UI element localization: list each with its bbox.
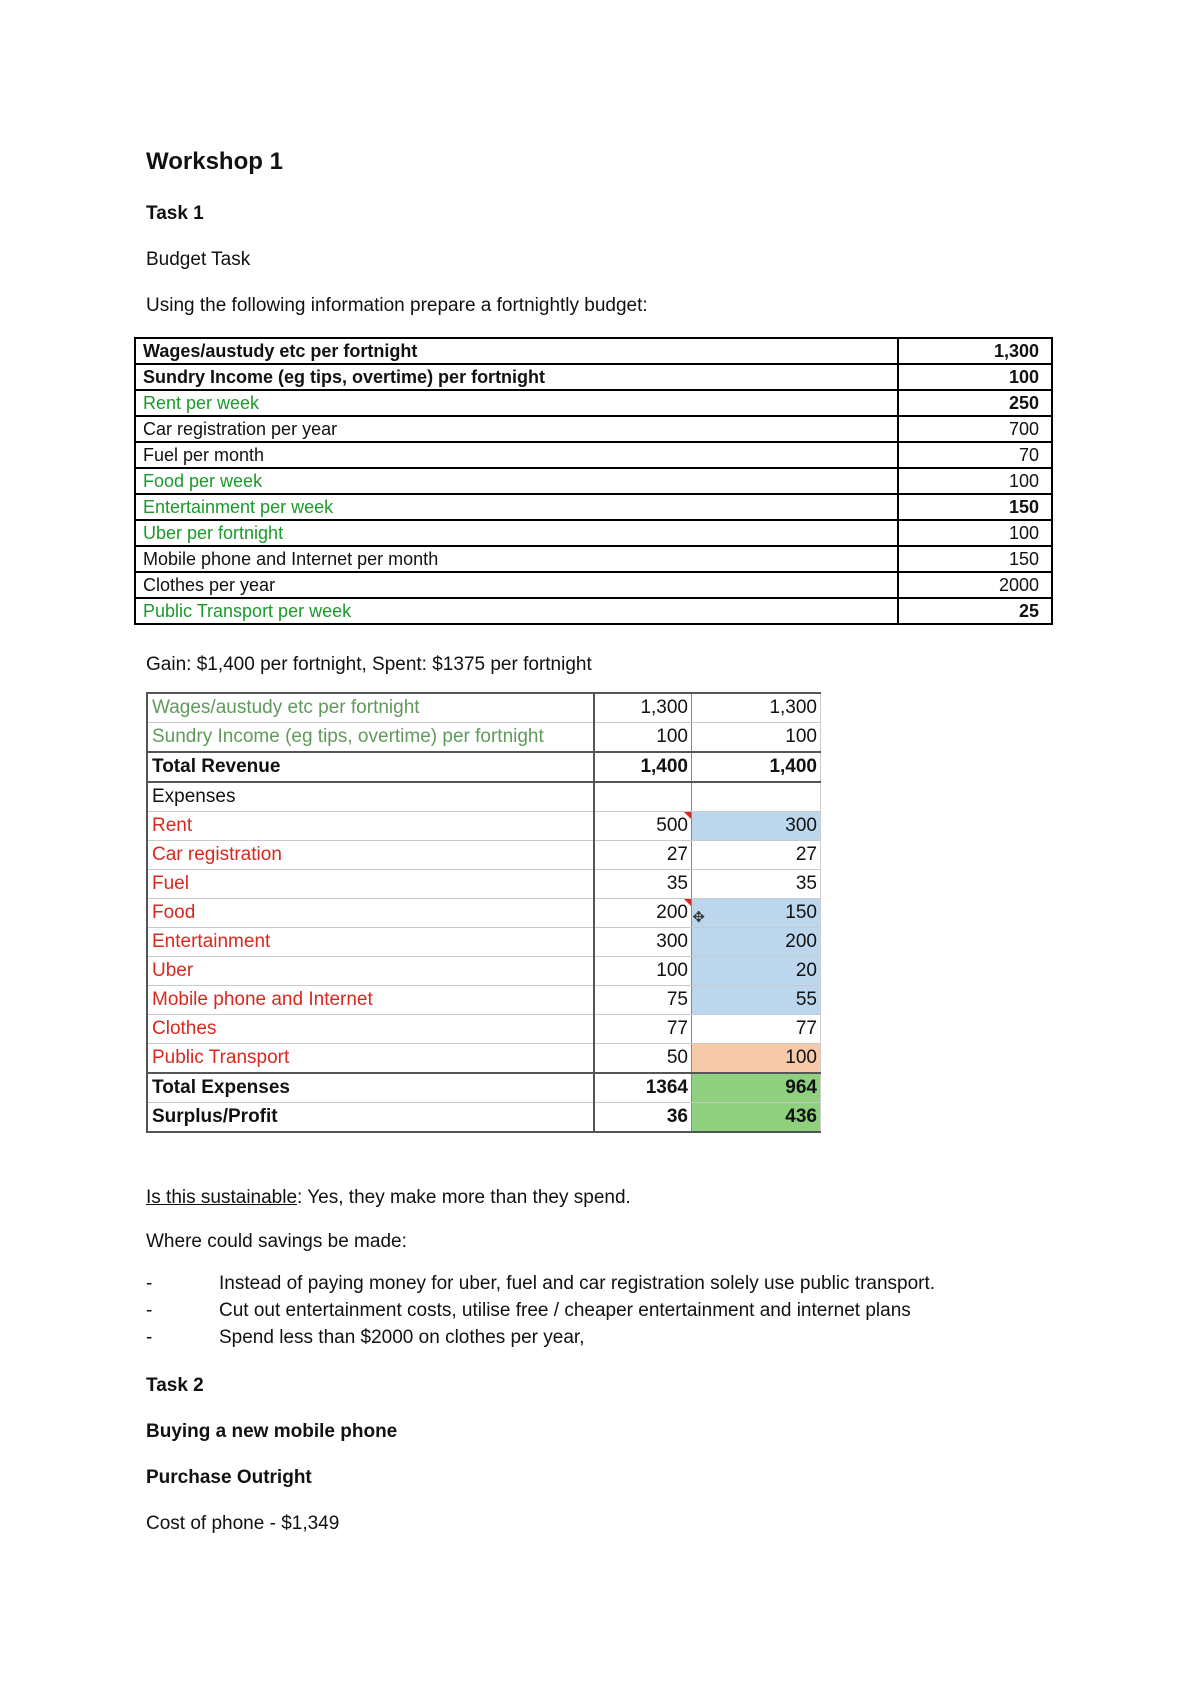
budget-value-1: 200 ✥ (594, 899, 692, 928)
budget-row (147, 841, 821, 870)
info-label: Fuel per month (135, 442, 898, 468)
info-label: Uber per fortnight (135, 520, 898, 546)
budget-value-2: 100 (692, 1044, 821, 1074)
budget-label: Mobile phone and Internet (147, 986, 594, 1015)
budget-value-1: 1364 (594, 1073, 692, 1103)
info-row (135, 338, 1052, 364)
info-label: Public Transport per week (135, 598, 898, 624)
sustainable-answer: : Yes, they make more than they spend. (297, 1187, 631, 1208)
info-label: Mobile phone and Internet per month (135, 546, 898, 572)
list-item (146, 1299, 935, 1326)
budget-row (147, 899, 821, 928)
budget-value-2: 150 (692, 899, 821, 928)
info-row (135, 416, 1052, 442)
task2-section: Purchase Outright (146, 1467, 312, 1488)
info-row (135, 546, 1052, 572)
budget-row (147, 1073, 821, 1103)
budget-label: Car registration (147, 841, 594, 870)
budget-value-1: 35 (594, 870, 692, 899)
budget-value-2: 77 (692, 1015, 821, 1044)
budget-row (147, 986, 821, 1015)
budget-row (147, 1044, 821, 1074)
comment-marker (684, 899, 691, 906)
sustainable-line (146, 1186, 631, 1210)
budget-label: Entertainment (147, 928, 594, 957)
savings-question: Where could savings be made: (146, 1231, 407, 1252)
budget-value-1: 1,300 (594, 693, 692, 723)
budget-value-1 (594, 782, 692, 812)
budget-value-1: 1,400 (594, 752, 692, 782)
budget-row (147, 782, 821, 812)
info-row (135, 468, 1052, 494)
budget-label: Public Transport (147, 1044, 594, 1074)
budget-label: Rent (147, 812, 594, 841)
info-value: 150 (898, 494, 1052, 520)
budget-label: Total Expenses (147, 1073, 594, 1103)
info-label: Sundry Income (eg tips, overtime) per fortnight (135, 364, 898, 390)
page-title: Workshop 1 (146, 148, 283, 175)
info-row (135, 598, 1052, 624)
budget-label: Clothes (147, 1015, 594, 1044)
budget-value-1: 36 (594, 1103, 692, 1133)
info-value: 1,300 (898, 338, 1052, 364)
info-value: 700 (898, 416, 1052, 442)
budget-row (147, 957, 821, 986)
info-value: 2000 (898, 572, 1052, 598)
info-row (135, 572, 1052, 598)
info-value: 100 (898, 364, 1052, 390)
comment-marker (684, 812, 691, 819)
budget-label: Expenses (147, 782, 594, 812)
info-value: 100 (898, 520, 1052, 546)
budget-value-1: 100 (594, 723, 692, 753)
budget-label: Food (147, 899, 594, 928)
info-value: 250 (898, 390, 1052, 416)
budget-spreadsheet (146, 692, 821, 1133)
budget-value-2: 436 (692, 1103, 821, 1133)
info-value: 70 (898, 442, 1052, 468)
list-item-text: Cut out entertainment costs, utilise free / cheaper entertainment and internet plans (219, 1300, 911, 1321)
info-value: 100 (898, 468, 1052, 494)
budget-row (147, 870, 821, 899)
budget-row (147, 1015, 821, 1044)
info-value: 150 (898, 546, 1052, 572)
budget-value-1: 27 (594, 841, 692, 870)
list-item (146, 1272, 935, 1299)
info-label: Entertainment per week (135, 494, 898, 520)
task2-heading: Task 2 (146, 1375, 204, 1396)
budget-value-1: 500 (594, 812, 692, 841)
budget-value-2: 20 (692, 957, 821, 986)
info-row (135, 364, 1052, 390)
info-label: Car registration per year (135, 416, 898, 442)
budget-label: Uber (147, 957, 594, 986)
bullet-marker: - (146, 1300, 153, 1321)
budget-label: Surplus/Profit (147, 1103, 594, 1133)
bullet-marker: - (146, 1327, 153, 1348)
budget-value-1: 77 (594, 1015, 692, 1044)
budget-value-2: 964 (692, 1073, 821, 1103)
budget-value-2: 1,300 (692, 693, 821, 723)
task1-subheading: Budget Task (146, 249, 251, 270)
info-label: Rent per week (135, 390, 898, 416)
list-item (146, 1326, 935, 1353)
gain-spent-line: Gain: $1,400 per fortnight, Spent: $1375 per fortnight (146, 654, 592, 675)
budget-value-1: 50 (594, 1044, 692, 1074)
budget-row (147, 812, 821, 841)
budget-label: Wages/austudy etc per fortnight (147, 693, 594, 723)
cost-line: Cost of phone - $1,349 (146, 1513, 340, 1534)
info-label: Wages/austudy etc per fortnight (135, 338, 898, 364)
budget-row (147, 723, 821, 753)
list-item-text: Spend less than $2000 on clothes per year, (219, 1327, 585, 1348)
budget-value-2: 27 (692, 841, 821, 870)
budget-info-table (134, 337, 1053, 625)
budget-value-2 (692, 782, 821, 812)
budget-value-2: 55 (692, 986, 821, 1015)
info-row (135, 494, 1052, 520)
budget-value-2: 200 (692, 928, 821, 957)
budget-value-2: 100 (692, 723, 821, 753)
info-row (135, 390, 1052, 416)
bullet-marker: - (146, 1273, 153, 1294)
budget-row (147, 1103, 821, 1133)
info-row (135, 442, 1052, 468)
budget-value-1: 300 (594, 928, 692, 957)
budget-value-2: 1,400 (692, 752, 821, 782)
list-item-text: Instead of paying money for uber, fuel and car registration solely use public transport. (219, 1273, 936, 1294)
task2-subheading: Buying a new mobile phone (146, 1421, 398, 1442)
cursor-icon: ✥ (692, 909, 705, 926)
budget-value-1: 100 (594, 957, 692, 986)
budget-value-1: 75 (594, 986, 692, 1015)
budget-label: Total Revenue (147, 752, 594, 782)
task1-heading: Task 1 (146, 203, 204, 224)
info-label: Food per week (135, 468, 898, 494)
info-label: Clothes per year (135, 572, 898, 598)
savings-list (146, 1272, 935, 1353)
info-row (135, 520, 1052, 546)
budget-row (147, 693, 821, 723)
budget-row (147, 752, 821, 782)
sustainable-label: Is this sustainable (146, 1187, 298, 1208)
info-value: 25 (898, 598, 1052, 624)
budget-label: Fuel (147, 870, 594, 899)
budget-value-2: 300 (692, 812, 821, 841)
budget-label: Sundry Income (eg tips, overtime) per fortnight (147, 723, 594, 753)
task1-instruction: Using the following information prepare a fortnightly budget: (146, 295, 648, 316)
budget-row (147, 928, 821, 957)
budget-value-2: 35 (692, 870, 821, 899)
